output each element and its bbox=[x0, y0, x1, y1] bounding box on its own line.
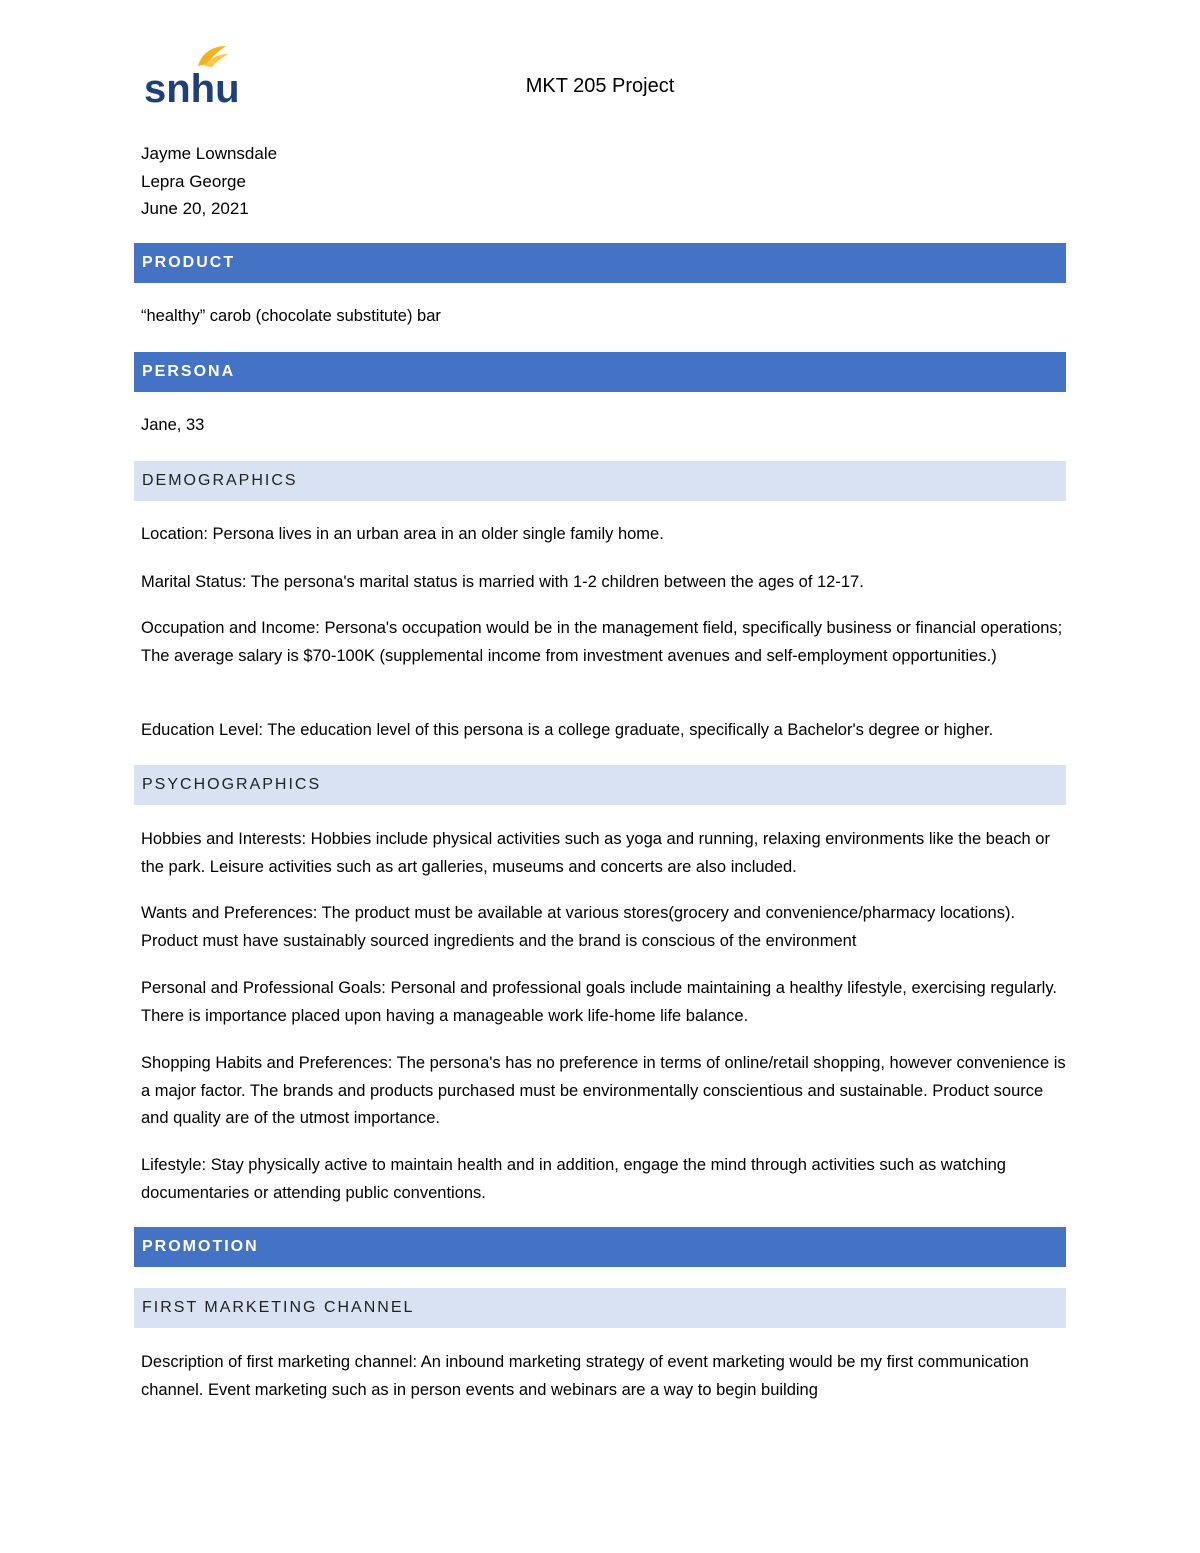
demographics-occupation-income: Occupation and Income: Persona's occupation would be in the management field, specifically business or financial operations; The average salary is $70-100K (supplemental income from investment avenues and self-employment opportunities.) bbox=[141, 619, 1063, 665]
subsection-heading-psychographics: PSYCHOGRAPHICS bbox=[134, 765, 1066, 805]
product-description: “healthy” carob (chocolate substitute) bar bbox=[141, 307, 441, 325]
instructor-name: Lepra George bbox=[141, 172, 246, 191]
persona-summary: Jane, 33 bbox=[141, 416, 205, 434]
document-date: June 20, 2021 bbox=[141, 199, 249, 218]
author-name: Jayme Lownsdale bbox=[141, 144, 278, 163]
svg-text:snhu: snhu bbox=[144, 67, 240, 110]
subsection-heading-demographics: DEMOGRAPHICS bbox=[134, 461, 1066, 501]
section-heading-persona: PERSONA bbox=[134, 352, 1066, 392]
psychographics-goals: Personal and Professional Goals: Personal and professional goals include maintaining a healthy lifestyle, exercising regularly. There is importance placed upon having a manageable work life-home life balance. bbox=[141, 979, 1057, 1025]
section-heading-product: PRODUCT bbox=[134, 243, 1066, 283]
psychographics-hobbies: Hobbies and Interests: Hobbies include physical activities such as yoga and running, relaxing environments like the beach or the park. Leisure activities such as art galleries, museums and concerts are also included. bbox=[141, 830, 1050, 876]
psychographics-shopping-habits: Shopping Habits and Preferences: The persona's has no preference in terms of online/retail shopping, however convenience is a major factor. The brands and products purchased must be environmentally conscientious and sustainable. Product source and quality are of the utmost importance. bbox=[141, 1054, 1066, 1127]
demographics-education-level: Education Level: The education level of this persona is a college graduate, specifically a Bachelor's degree or higher. bbox=[141, 721, 994, 739]
document-title: MKT 205 Project bbox=[525, 75, 675, 97]
psychographics-wants: Wants and Preferences: The product must be available at various stores(grocery and convenience/pharmacy locations). Product must have sustainably sourced ingredients and the brand is conscious of the environment bbox=[141, 904, 1016, 950]
demographics-marital-status: Marital Status: The persona's marital status is married with 1-2 children between the ages of 12-17. bbox=[141, 573, 864, 591]
psychographics-lifestyle: Lifestyle: Stay physically active to maintain health and in addition, engage the mind through activities such as watching documentaries or attending public conventions. bbox=[141, 1156, 1006, 1202]
demographics-location: Location: Persona lives in an urban area in an older single family home. bbox=[141, 525, 664, 543]
subsection-heading-first-channel: FIRST MARKETING CHANNEL bbox=[134, 1288, 1066, 1328]
section-heading-promotion: PROMOTION bbox=[134, 1227, 1066, 1267]
first-channel-description: Description of first marketing channel: An inbound marketing strategy of event marketing would be my first communication channel. Event marketing such as in person events and webinars are a way to begin building bbox=[141, 1353, 1029, 1399]
